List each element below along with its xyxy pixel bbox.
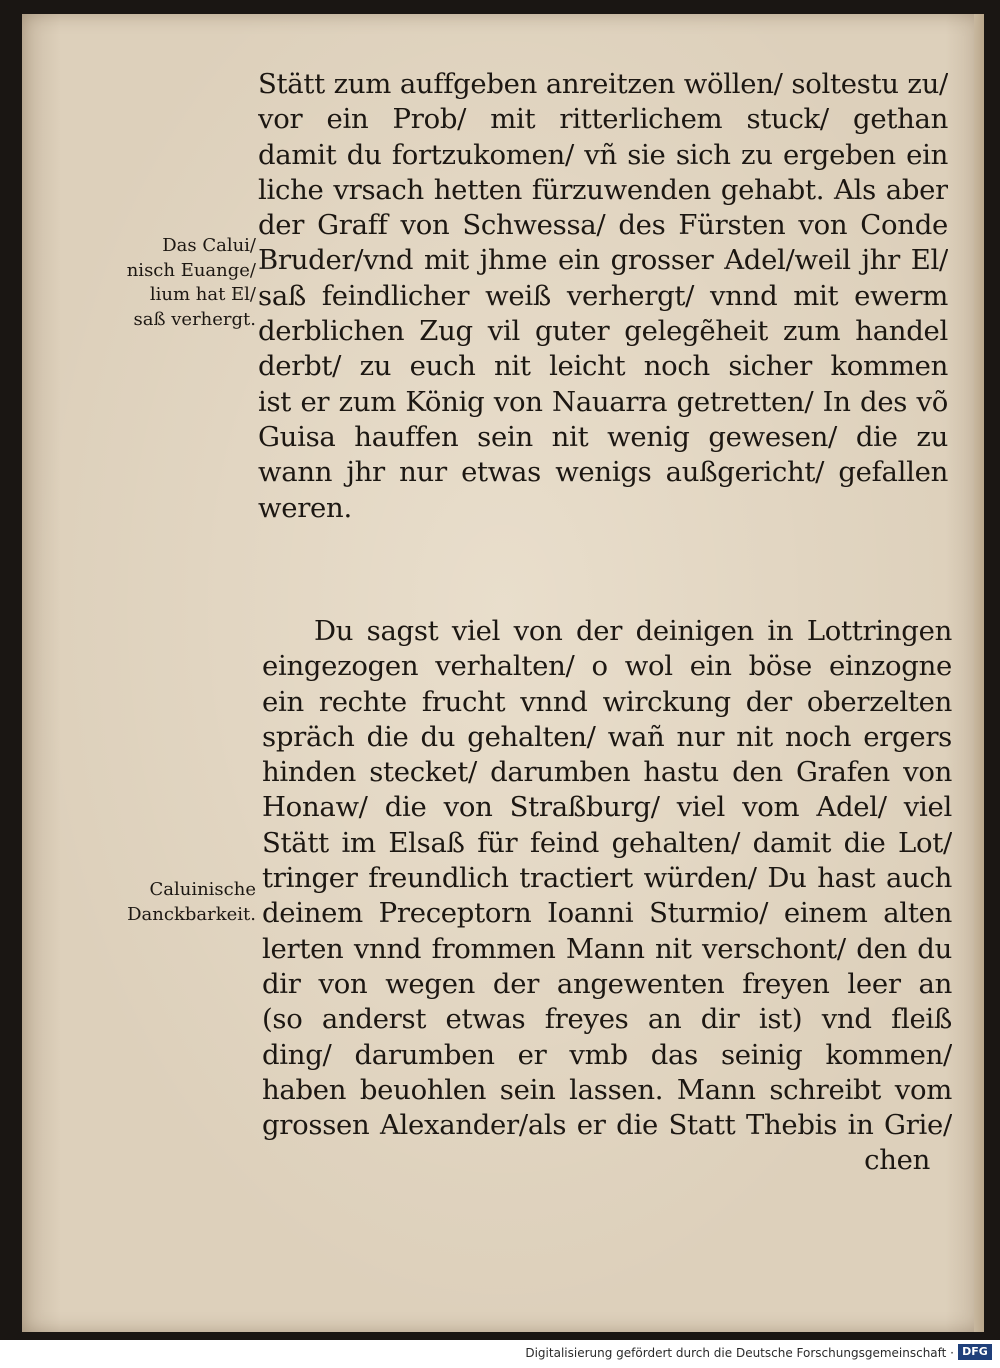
text-line: der Graff von Schwessa/ des Fürsten von Conde xyxy=(258,209,948,242)
text-line: grossen Alexander/als er die Statt Thebis in Grie/ xyxy=(262,1109,952,1142)
text-line: hinden stecket/ darumben hastu den Grafen von xyxy=(262,756,952,789)
text-line: wann jhr nur etwas wenigs außgericht/ gefallen xyxy=(258,456,948,489)
text-line: damit du fortzukomen/ vñ sie sich zu ergeben ein xyxy=(258,138,948,171)
text-line: Honaw/ die von Straßburg/ viel vom Adel/ viel xyxy=(262,791,952,824)
footer-bar xyxy=(0,1340,1000,1368)
funding-credit: Digitalisierung gefördert durch die Deutsche Forschungsgemeinschaft · xyxy=(525,1346,954,1360)
text-line: dir von wegen der angewenten freyen leer an xyxy=(262,967,952,1000)
text-line: weren. xyxy=(258,491,352,524)
margin-note-calvinist-gospel xyxy=(96,234,256,332)
text-line: Stätt im Elsaß für feind gehalten/ damit die Lot/ xyxy=(262,826,952,859)
text-line: deinem Preceptorn Ioanni Sturmio/ einem alten xyxy=(262,897,952,930)
text-line: haben beuohlen sein lassen. Mann schreibt vom xyxy=(262,1073,952,1106)
text-line: lerten vnnd frommen Mann nit verschont/ den du xyxy=(262,932,952,965)
margin-note-line: Caluinische xyxy=(149,879,256,900)
main-text-paragraph-2 xyxy=(262,614,952,1179)
margin-note-line: Danckbarkeit. xyxy=(127,903,256,925)
text-line: Bruder/vnd mit jhme ein grosser Adel/weil jhr El/ xyxy=(258,244,948,277)
text-line: ist er zum König von Nauarra getretten/ In des võ xyxy=(258,385,948,418)
page-edge xyxy=(974,14,984,1332)
catchword: chen xyxy=(864,1144,930,1177)
margin-note-calvinist-gratitude xyxy=(96,878,256,927)
text-line: Stätt zum auffgeben anreitzen wöllen/ soltestu zu/ xyxy=(258,68,948,100)
text-line: eingezogen verhalten/ o wol ein böse einzogne xyxy=(262,650,952,683)
text-line: vor ein Prob/ mit ritterlichem stuck/ gethan xyxy=(258,103,948,136)
text-line: derblichen Zug vil guter gelegẽheit zum handel xyxy=(258,315,948,348)
margin-note-line: nisch Euange/ xyxy=(126,259,256,281)
text-line: tringer freundlich tractiert würden/ Du hast auch xyxy=(262,862,952,895)
margin-note-line: lium hat El/ xyxy=(149,284,256,305)
text-line: (so anderst etwas freyes an dir ist) vnd fleiß xyxy=(262,1003,952,1036)
main-text-paragraph-1 xyxy=(258,67,948,526)
text-line: Guisa hauffen sein nit wenig gewesen/ die zu xyxy=(258,420,948,453)
text-line: liche vrsach hetten fürzuwenden gehabt. Als aber xyxy=(258,173,948,206)
margin-note-line: Das Calui/ xyxy=(162,235,256,256)
text-line: spräch die du gehalten/ wañ nur nit noch ergers xyxy=(262,720,952,753)
margin-note-line: saß verhergt. xyxy=(133,308,256,330)
text-line: saß feindlicher weiß verhergt/ vnnd mit ewerm xyxy=(258,279,948,312)
text-line: derbt/ zu euch nit leicht noch sicher kommen xyxy=(258,350,948,383)
text-line: ein rechte frucht vnnd wirckung der oberzelten xyxy=(262,685,952,718)
text-line: ding/ darumben er vmb das seinig kommen/ xyxy=(262,1038,952,1071)
dfg-logo: DFG xyxy=(958,1344,992,1360)
text-line: Du sagst viel von der deinigen in Lottringen xyxy=(314,615,952,647)
